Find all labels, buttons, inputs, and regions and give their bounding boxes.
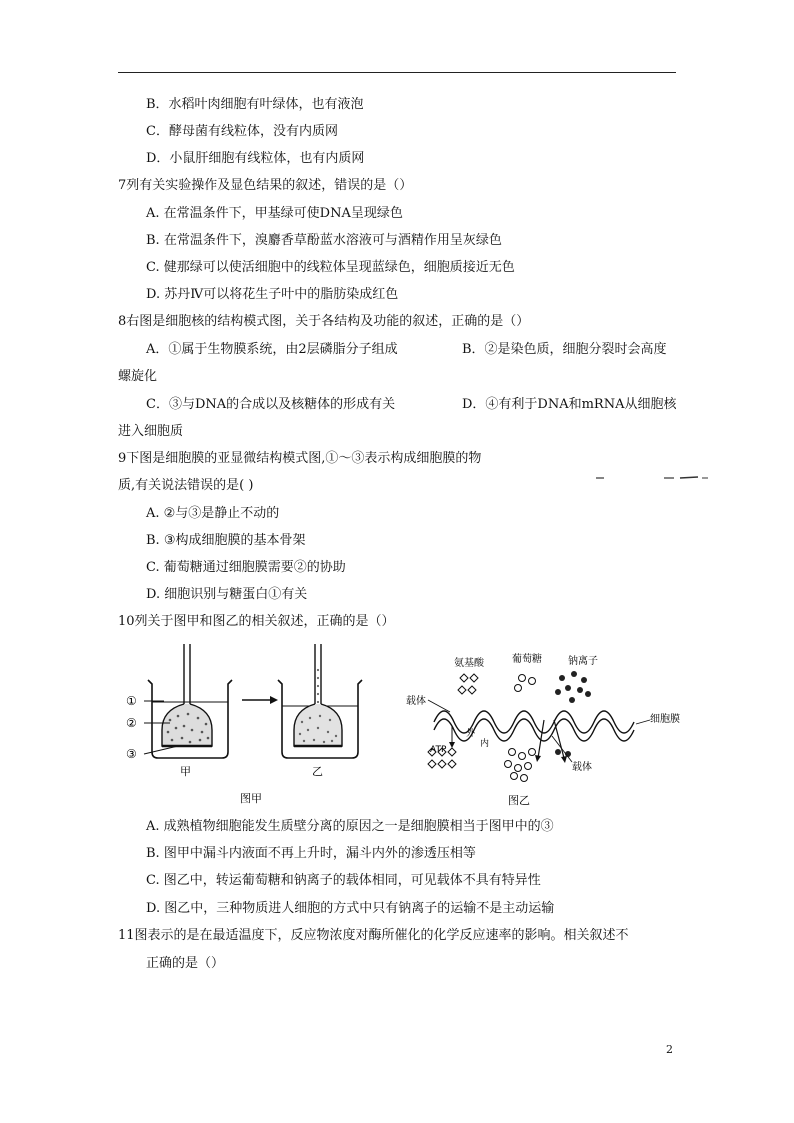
marker-3: ③ (126, 747, 137, 761)
label-glucose: 葡萄糖 (512, 654, 542, 665)
caption-yi: 图乙 (508, 794, 530, 807)
page-number: 2 (666, 1043, 673, 1056)
q8-option-d: D．④有利于DNA和mRNA从细胞核 (462, 397, 677, 412)
q10-stem: 10列关于图甲和图乙的相关叙述，正确的是（） (118, 614, 395, 629)
label-membrane: 细胞膜 (650, 714, 680, 725)
q10-option-a: A. 成熟植物细胞能发生质壁分离的原因之一是细胞膜相当于图甲中的③ (146, 819, 554, 834)
q7-option-c: C. 健那绿可以使活细胞中的线粒体呈现蓝绿色，细胞质接近无色 (146, 260, 515, 275)
q9-option-c: C. 葡萄糖通过细胞膜需要②的协助 (146, 560, 346, 575)
q9-option-d: D. 细胞识别与糖蛋白①有关 (146, 587, 308, 602)
header-rule (118, 72, 676, 73)
q10-option-b: B. 图甲中漏斗内液面不再上升时，漏斗内外的渗透压相等 (146, 846, 476, 861)
q7-option-a: A. 在常温条件下，甲基绿可使DNA呈现绿色 (146, 206, 403, 221)
q8-stem: 8右图是细胞核的结构模式图，关于各结构及功能的叙述，正确的是（） (118, 314, 530, 329)
q9-stem-cont: 质,有关说法错误的是( ) (118, 478, 254, 493)
option-c-prev: C．酵母菌有线粒体，没有内质网 (146, 124, 338, 139)
label-sodium: 钠离子 (568, 656, 598, 667)
figure-yi (404, 648, 694, 810)
q10-option-d: D. 图乙中，三种物质进人细胞的方式中只有钠离子的运输不是主动运输 (146, 901, 555, 916)
q8-option-b-cont: 螺旋化 (118, 369, 158, 384)
q8-option-c: C．③与DNA的合成以及核糖体的形成有关 (146, 397, 396, 412)
option-b-prev: B．水稻叶肉细胞有叶绿体，也有液泡 (146, 97, 364, 112)
figure-jia (118, 640, 378, 810)
q8-option-b: B．②是染色质，细胞分裂时会高度 (462, 342, 667, 357)
label-carrier-1: 载体 (406, 696, 426, 707)
option-d-prev: D．小鼠肝细胞有线粒体，也有内质网 (146, 151, 365, 166)
q7-option-d: D. 苏丹Ⅳ可以将花生子叶中的脂肪染成红色 (146, 287, 399, 302)
marker-2: ② (126, 716, 137, 730)
q9-stem: 9下图是细胞膜的亚显微结构模式图,①～③表示构成细胞膜的物 (118, 451, 482, 466)
marker-1: ① (126, 694, 137, 708)
label-inside: 内 (480, 739, 490, 749)
label-carrier-2: 载体 (572, 762, 592, 773)
q7-stem: 7列有关实验操作及显色结果的叙述，错误的是（） (118, 178, 413, 193)
label-yi: 乙 (312, 765, 323, 778)
q11-stem-cont: 正确的是（） (146, 956, 225, 971)
q11-stem: 11图表示的是在最适温度下，反应物浓度对酶所催化的化学反应速率的影响。相关叙述不 (118, 928, 629, 943)
figure-fragment (594, 470, 714, 476)
q9-option-b: B. ③构成细胞膜的基本骨架 (146, 533, 306, 548)
caption-jia: 图甲 (240, 792, 262, 805)
label-atp: ATP (430, 745, 447, 755)
q9-option-a: A. ②与③是静止不动的 (146, 506, 280, 521)
label-jia: 甲 (180, 765, 191, 778)
q8-option-a: A．①属于生物膜系统，由2层磷脂分子组成 (146, 342, 398, 357)
q8-option-d-cont: 进入细胞质 (118, 424, 184, 439)
q7-option-b: B. 在常温条件下，溴麝香草酚蓝水溶液可与酒精作用呈灰绿色 (146, 233, 502, 248)
label-outside: 外 (466, 729, 476, 739)
q10-option-c: C. 图乙中，转运葡萄糖和钠离子的载体相同，可见载体不具有特异性 (146, 873, 541, 888)
label-amino-acid: 氨基酸 (454, 658, 484, 669)
